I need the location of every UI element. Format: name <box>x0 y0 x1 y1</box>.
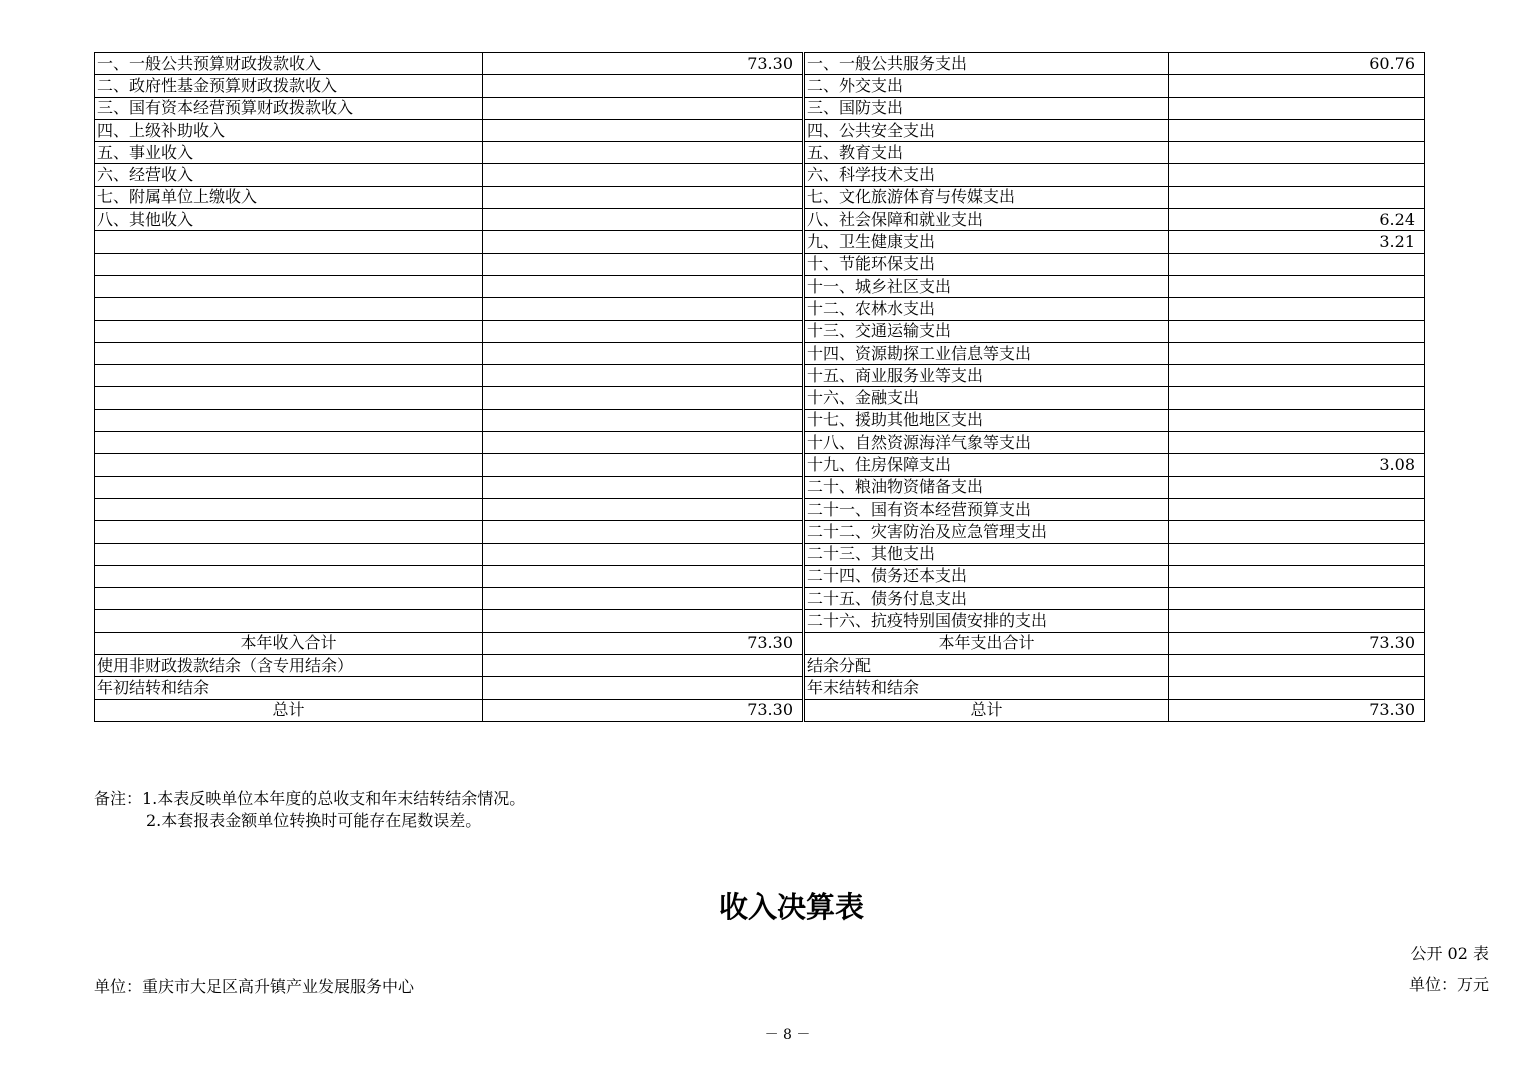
income-item-cell <box>95 320 483 342</box>
expense-amount-cell: 3.21 <box>1169 231 1425 253</box>
income-amount-cell <box>483 610 804 632</box>
expense-amount-cell <box>1169 655 1425 677</box>
income-item-cell: 本年收入合计 <box>95 632 483 654</box>
income-amount-cell <box>483 476 804 498</box>
expense-item-cell: 二、外交支出 <box>804 75 1169 97</box>
table-row <box>95 432 1425 454</box>
table-row <box>95 253 1425 275</box>
expense-amount-cell <box>1169 97 1425 119</box>
expense-item-cell: 五、教育支出 <box>804 142 1169 164</box>
expense-amount-cell: 60.76 <box>1169 53 1425 75</box>
note-line-1: 备注：1.本表反映单位本年度的总收支和年末结转结余情况。 <box>94 789 526 808</box>
income-item-cell: 总计 <box>95 699 483 721</box>
income-amount-cell <box>483 164 804 186</box>
note-line-2: 2.本套报表金额单位转换时可能存在尾数误差。 <box>146 811 482 830</box>
expense-item-cell: 结余分配 <box>804 655 1169 677</box>
table-row <box>95 53 1425 75</box>
table-row <box>95 409 1425 431</box>
expense-item-cell: 年末结转和结余 <box>804 677 1169 699</box>
expense-item-cell: 四、公共安全支出 <box>804 119 1169 141</box>
income-item-cell: 三、国有资本经营预算财政拨款收入 <box>95 97 483 119</box>
income-amount-cell <box>483 565 804 587</box>
expense-item-cell: 二十二、灾害防治及应急管理支出 <box>804 521 1169 543</box>
income-amount-cell <box>483 275 804 297</box>
table-row <box>95 209 1425 231</box>
expense-amount-cell <box>1169 677 1425 699</box>
table-row <box>95 97 1425 119</box>
income-amount-cell <box>483 387 804 409</box>
income-item-cell <box>95 498 483 520</box>
income-item-cell: 五、事业收入 <box>95 142 483 164</box>
income-item-cell: 六、经营收入 <box>95 164 483 186</box>
table-row <box>95 677 1425 699</box>
table-row <box>95 387 1425 409</box>
table-row <box>95 164 1425 186</box>
income-item-cell <box>95 432 483 454</box>
next-table-title: 收入决算表 <box>718 890 864 924</box>
table-row <box>95 565 1425 587</box>
table-row <box>95 454 1425 476</box>
expense-amount-cell <box>1169 164 1425 186</box>
expense-amount-cell <box>1169 432 1425 454</box>
income-amount-cell: 73.30 <box>483 632 804 654</box>
income-amount-cell <box>483 588 804 610</box>
reporting-unit: 单位：重庆市大足区高升镇产业发展服务中心 <box>94 977 415 996</box>
expense-item-cell: 十二、农林水支出 <box>804 298 1169 320</box>
expense-item-cell: 六、科学技术支出 <box>804 164 1169 186</box>
expense-item-cell: 十六、金融支出 <box>804 387 1169 409</box>
expense-amount-cell <box>1169 119 1425 141</box>
expense-amount-cell <box>1169 387 1425 409</box>
expense-amount-cell <box>1169 610 1425 632</box>
expense-item-cell: 十九、住房保障支出 <box>804 454 1169 476</box>
expense-amount-cell <box>1169 521 1425 543</box>
income-amount-cell <box>483 142 804 164</box>
table-row <box>95 342 1425 364</box>
table-row <box>95 655 1425 677</box>
income-amount-cell <box>483 365 804 387</box>
expense-amount-cell <box>1169 275 1425 297</box>
income-amount-cell <box>483 498 804 520</box>
expense-amount-cell <box>1169 320 1425 342</box>
table-row <box>95 632 1425 654</box>
income-amount-cell <box>483 209 804 231</box>
income-item-cell <box>95 588 483 610</box>
table-row <box>95 521 1425 543</box>
income-item-cell <box>95 610 483 632</box>
expense-amount-cell <box>1169 142 1425 164</box>
table-row <box>95 476 1425 498</box>
expense-amount-cell <box>1169 298 1425 320</box>
income-amount-cell <box>483 253 804 275</box>
income-item-cell: 使用非财政拨款结余（含专用结余） <box>95 655 483 677</box>
expense-amount-cell: 6.24 <box>1169 209 1425 231</box>
expense-item-cell: 十一、城乡社区支出 <box>804 275 1169 297</box>
expense-item-cell: 总计 <box>804 699 1169 721</box>
expense-amount-cell <box>1169 409 1425 431</box>
expense-amount-cell <box>1169 253 1425 275</box>
income-item-cell <box>95 521 483 543</box>
income-item-cell <box>95 543 483 565</box>
income-item-cell <box>95 387 483 409</box>
table-row <box>95 186 1425 208</box>
expense-item-cell: 一、一般公共服务支出 <box>804 53 1169 75</box>
expense-amount-cell: 3.08 <box>1169 454 1425 476</box>
expense-amount-cell <box>1169 186 1425 208</box>
income-item-cell: 年初结转和结余 <box>95 677 483 699</box>
expense-item-cell: 十七、援助其他地区支出 <box>804 409 1169 431</box>
table-row <box>95 610 1425 632</box>
income-amount-cell <box>483 521 804 543</box>
budget-summary-table <box>94 52 1425 722</box>
expense-item-cell: 九、卫生健康支出 <box>804 231 1169 253</box>
expense-item-cell: 二十三、其他支出 <box>804 543 1169 565</box>
income-item-cell <box>95 275 483 297</box>
table-row <box>95 498 1425 520</box>
income-item-cell <box>95 342 483 364</box>
income-amount-cell <box>483 298 804 320</box>
expense-amount-cell: 73.30 <box>1169 632 1425 654</box>
income-item-cell <box>95 565 483 587</box>
expense-item-cell: 七、文化旅游体育与传媒支出 <box>804 186 1169 208</box>
table-row <box>95 275 1425 297</box>
table-code: 公开 02 表 <box>1410 944 1489 963</box>
expense-amount-cell <box>1169 588 1425 610</box>
expense-item-cell: 十四、资源勘探工业信息等支出 <box>804 342 1169 364</box>
expense-item-cell: 二十一、国有资本经营预算支出 <box>804 498 1169 520</box>
income-amount-cell <box>483 432 804 454</box>
income-amount-cell: 73.30 <box>483 699 804 721</box>
income-amount-cell <box>483 409 804 431</box>
expense-item-cell: 本年支出合计 <box>804 632 1169 654</box>
expense-amount-cell <box>1169 543 1425 565</box>
income-amount-cell <box>483 97 804 119</box>
page-number: － 8 － <box>764 1027 811 1043</box>
expense-item-cell: 二十六、抗疫特别国债安排的支出 <box>804 610 1169 632</box>
expense-amount-cell <box>1169 498 1425 520</box>
income-amount-cell <box>483 75 804 97</box>
expense-item-cell: 三、国防支出 <box>804 97 1169 119</box>
table-row <box>95 588 1425 610</box>
income-item-cell: 七、附属单位上缴收入 <box>95 186 483 208</box>
income-amount-cell <box>483 454 804 476</box>
income-item-cell <box>95 231 483 253</box>
expense-item-cell: 十、节能环保支出 <box>804 253 1169 275</box>
expense-amount-cell <box>1169 365 1425 387</box>
expense-item-cell: 八、社会保障和就业支出 <box>804 209 1169 231</box>
income-item-cell: 八、其他收入 <box>95 209 483 231</box>
income-amount-cell <box>483 543 804 565</box>
table-row <box>95 320 1425 342</box>
income-item-cell <box>95 298 483 320</box>
income-item-cell: 一、一般公共预算财政拨款收入 <box>95 53 483 75</box>
table-row <box>95 543 1425 565</box>
income-item-cell <box>95 409 483 431</box>
income-item-cell <box>95 253 483 275</box>
expense-item-cell: 二十四、债务还本支出 <box>804 565 1169 587</box>
income-amount-cell <box>483 320 804 342</box>
income-amount-cell <box>483 342 804 364</box>
expense-item-cell: 二十五、债务付息支出 <box>804 588 1169 610</box>
table-row <box>95 75 1425 97</box>
expense-amount-cell <box>1169 565 1425 587</box>
income-amount-cell <box>483 119 804 141</box>
income-item-cell: 四、上级补助收入 <box>95 119 483 141</box>
expense-item-cell: 十三、交通运输支出 <box>804 320 1169 342</box>
table-row <box>95 365 1425 387</box>
expense-item-cell: 二十、粮油物资储备支出 <box>804 476 1169 498</box>
income-item-cell: 二、政府性基金预算财政拨款收入 <box>95 75 483 97</box>
table-row <box>95 119 1425 141</box>
expense-item-cell: 十五、商业服务业等支出 <box>804 365 1169 387</box>
income-item-cell <box>95 454 483 476</box>
expense-amount-cell <box>1169 476 1425 498</box>
table-row <box>95 699 1425 721</box>
table-row <box>95 142 1425 164</box>
income-amount-cell <box>483 677 804 699</box>
table-row <box>95 298 1425 320</box>
income-amount-cell <box>483 186 804 208</box>
table-body <box>95 53 1425 722</box>
income-amount-cell <box>483 231 804 253</box>
table-row <box>95 231 1425 253</box>
expense-amount-cell <box>1169 75 1425 97</box>
income-amount-cell: 73.30 <box>483 53 804 75</box>
expense-amount-cell <box>1169 342 1425 364</box>
expense-amount-cell: 73.30 <box>1169 699 1425 721</box>
income-amount-cell <box>483 655 804 677</box>
income-item-cell <box>95 476 483 498</box>
income-item-cell <box>95 365 483 387</box>
expense-item-cell: 十八、自然资源海洋气象等支出 <box>804 432 1169 454</box>
currency-unit: 单位：万元 <box>1408 975 1489 994</box>
